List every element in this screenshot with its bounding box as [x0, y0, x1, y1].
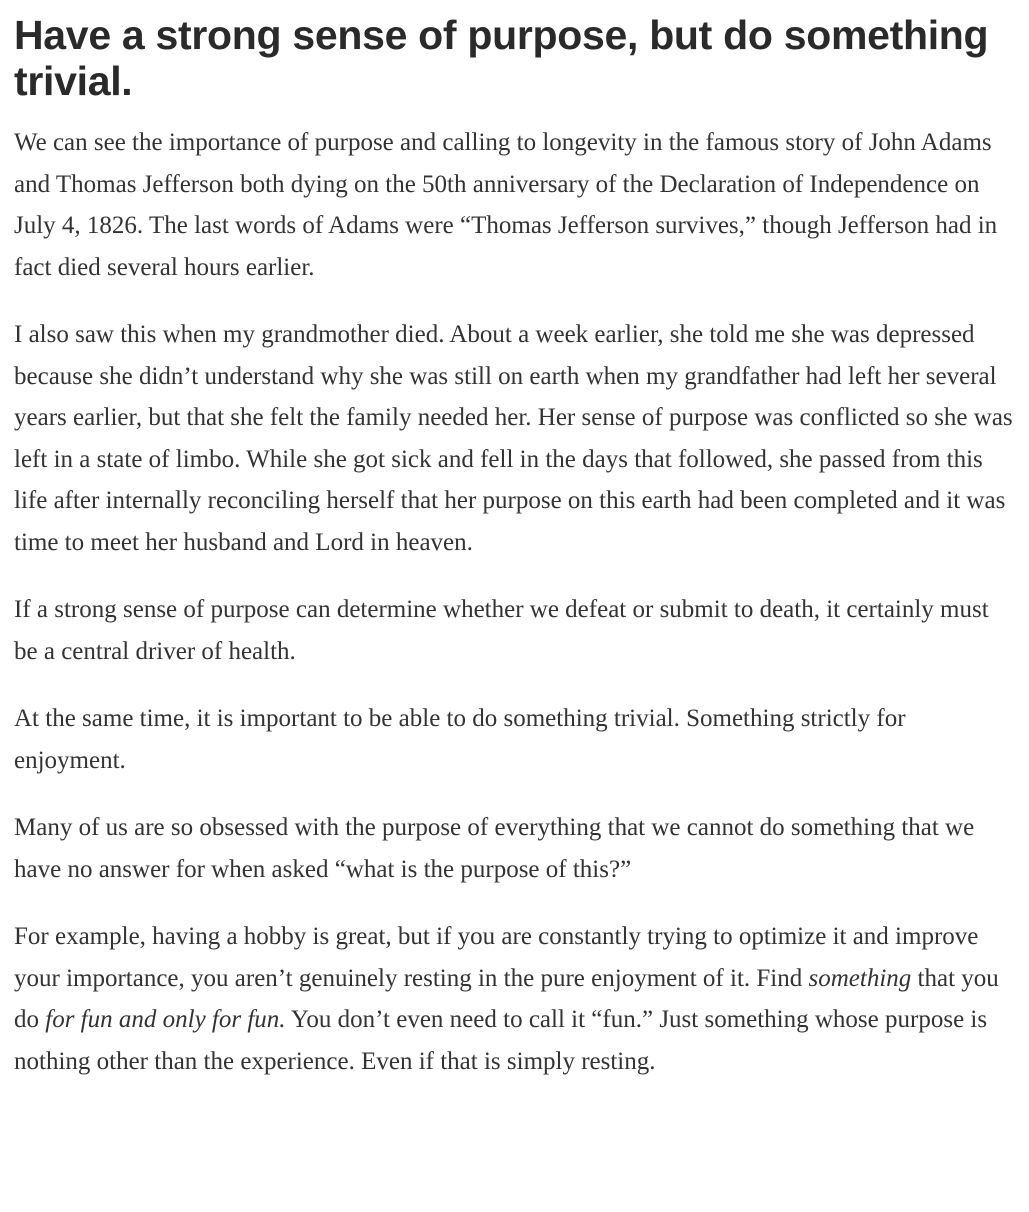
paragraph-adams-jefferson: We can see the importance of purpose and calling to longevity in the famous story of John Adams and Thomas Jefferson both dying on the 50th anniversary of the Declaration of Independence on July 4, 1826. The last words of Adams were “Thomas Jefferson survives,” though Jefferson had in fact died several hours earlier.: [14, 129, 998, 281]
paragraph-hobby-text-2: that you do: [14, 964, 999, 1033]
article: [0, 12, 1029, 1082]
paragraph-hobby-text-1: For example, having a hobby is great, but if you are constantly trying to optimize it and improve your importance, you aren’t genuinely resting in the pure enjoyment of it. Find: [14, 923, 979, 992]
paragraph-hobby: [14, 916, 1015, 1082]
paragraph-obsessed: Many of us are so obsessed with the purpose of everything that we cannot do something that we have no answer for when asked “what is the purpose of this?”: [14, 814, 975, 883]
article-title: Have a strong sense of purpose, but do something trivial.: [14, 12, 989, 104]
paragraph-purpose-health: If a strong sense of purpose can determine whether we defeat or submit to death, it certainly must be a central driver of health.: [14, 596, 989, 665]
emphasis-for-fun: for fun and only for fun.: [45, 1006, 286, 1033]
paragraph-hobby-text-3: You don’t even need to call it “fun.” Just something whose purpose is nothing other than the experience. Even if that is simply resting.: [14, 1006, 988, 1075]
paragraph-trivial: At the same time, it is important to be able to do something trivial. Something strictly for enjoyment.: [14, 705, 906, 774]
emphasis-something: something: [808, 964, 912, 992]
paragraph-grandmother: I also saw this when my grandmother died. About a week earlier, she told me she was depressed because she didn’t understand why she was still on earth when my grandfather had left her several years earlier, but that she felt the family needed her. Her sense of purpose was conflicted so she was left in a state of limbo. While she got sick and fell in the days that followed, she passed from this life after internally reconciling herself that her purpose on this earth had been completed and it was time to meet her husband and Lord in heaven.: [14, 321, 1013, 556]
